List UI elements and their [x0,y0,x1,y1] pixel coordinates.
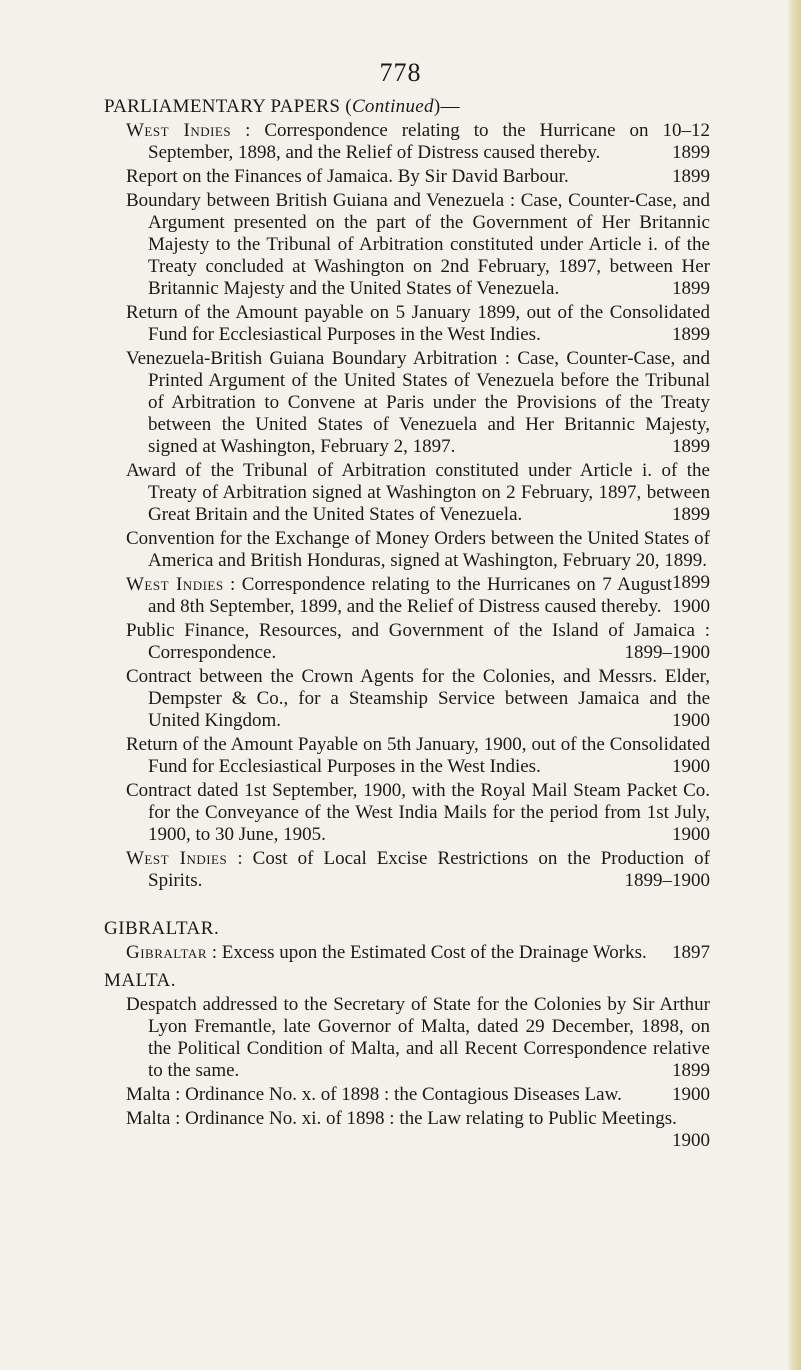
entry-year: 1900 [672,596,710,617]
entry-text: Malta : Ordinance No. x. of 1898 : the Contagious Diseases Law. [126,1084,622,1105]
entry-text: Return of the Amount Payable on 5th January, 1900, out of the Consolidated Fund for Ecclesiastical Purposes in the West Indies. [126,734,710,777]
entry-text: Boundary between British Guiana and Venezuela : Case, Counter-Case, and Argument presented on the part of the Government of Her Britannic Majesty to the Tribunal of Arbitration constituted under Article i. of the Treaty concluded at Washington on 2nd February, 1897, between Her Britannic Majesty and the United States of Venezuela. [126,190,710,299]
west-indies-list [104,120,710,892]
list-item [126,666,710,732]
entry-lead: West Indies [126,574,224,595]
list-item [126,166,710,188]
section-header: PARLIAMENTARY PAPERS (Continued)— [104,96,460,117]
entry-text: : Correspondence relating to the Hurricanes on 7 August and 8th September, 1899, and the Relief of Distress caused thereby. [148,574,673,617]
entry-year: 1900 [672,756,710,777]
entry-year: 1900 [672,710,710,731]
entry-year: 1899 [672,572,710,593]
header-dash: — [440,96,460,117]
entry-year: 1899 [672,436,710,457]
list-item [126,620,710,664]
list-item [126,302,710,346]
page-content [104,96,710,1152]
list-item [126,1084,710,1106]
page-edge [787,0,801,1370]
entry-year: 1899 [672,324,710,345]
entry-year: 1899 [672,1060,710,1081]
list-item [126,460,710,526]
list-item [126,994,710,1082]
list-item [126,574,710,618]
entry-year: 1899 [672,166,710,187]
continued-label: Continued [351,96,434,117]
list-item [126,348,710,458]
entry-text: Venezuela-British Guiana Boundary Arbitration : Case, Counter-Case, and Printed Argument of the United States of Venezuela before the Tribunal of Arbitration to Convene at Paris under the Provisions of the Treaty between the United States of Venezuela and Her Britannic Majesty, signed at Washington, February 2, 1897. [126,348,710,457]
entry-year: 1899 [672,504,710,525]
entry-text: Convention for the Exchange of Money Orders between the United States of America and British Honduras, signed at Washington, February 20, 1899. [126,528,710,571]
list-item [126,734,710,778]
entry-text: Contract between the Crown Agents for the Colonies, and Messrs. Elder, Dempster & Co., for a Steamship Service between Jamaica and the United Kingdom. [126,666,710,731]
entry-text: : Cost of Local Excise Restrictions on the Production of Spirits. [148,848,711,891]
entry-lead: Gibraltar [126,942,207,963]
entry-year: 1900 [672,824,710,845]
entry-text: Public Finance, Resources, and Government of the Island of Jamaica : Correspondence. [126,620,710,663]
entry-text: : Correspondence relating to the Hurricane on 10–12 September, 1898, and the Relief of Distress caused thereby. [148,120,710,163]
gibraltar-list [104,942,710,964]
malta-heading: MALTA. [104,970,177,991]
entry-text: Return of the Amount payable on 5 January 1899, out of the Consolidated Fund for Ecclesiastical Purposes in the West Indies. [126,302,710,345]
entry-text: Despatch addressed to the Secretary of State for the Colonies by Sir Arthur Lyon Fremantle, late Governor of Malta, dated 29 December, 1898, on the Political Condition of Malta, and all Recent Correspondence relative to the same. [126,994,710,1081]
entry-year: 1899–1900 [624,870,710,891]
entry-year: 1899 [672,278,710,299]
entry-text: : Excess upon the Estimated Cost of the Drainage Works. [211,942,647,963]
list-item [126,120,710,164]
entry-text: Malta : Ordinance No. xi. of 1898 : the Law relating to Public Meetings. [126,1108,677,1129]
list-item [126,1108,710,1151]
entry-lead: West Indies [126,120,232,141]
page-number: 778 [379,58,422,87]
gibraltar-heading: GIBRALTAR. [104,918,220,939]
entry-text: Contract dated 1st September, 1900, with the Royal Mail Steam Packet Co. for the Conveyance of the West India Mails for the period from 1st July, 1900, to 30 June, 1905. [126,780,710,845]
entry-lead: West Indies [126,848,228,869]
entry-year: 1899–1900 [624,642,710,663]
malta-list [104,994,710,1151]
entry-year: 1897 [672,942,710,963]
list-item [126,942,710,964]
entry-text: Award of the Tribunal of Arbitration constituted under Article i. of the Treaty of Arbitration signed at Washington on 2 February, 1897, between Great Britain and the United States of Venezuela. [126,460,710,525]
entry-year: 1899 [672,142,710,163]
entry-year: 1900 [672,1084,710,1105]
list-item [126,190,710,300]
entry-text: Report on the Finances of Jamaica. By Sir David Barbour. [126,166,569,187]
list-item [126,780,710,846]
section-title: PARLIAMENTARY PAPERS [104,96,341,117]
list-item [126,848,710,892]
entry-year: 1900 [672,1130,710,1151]
